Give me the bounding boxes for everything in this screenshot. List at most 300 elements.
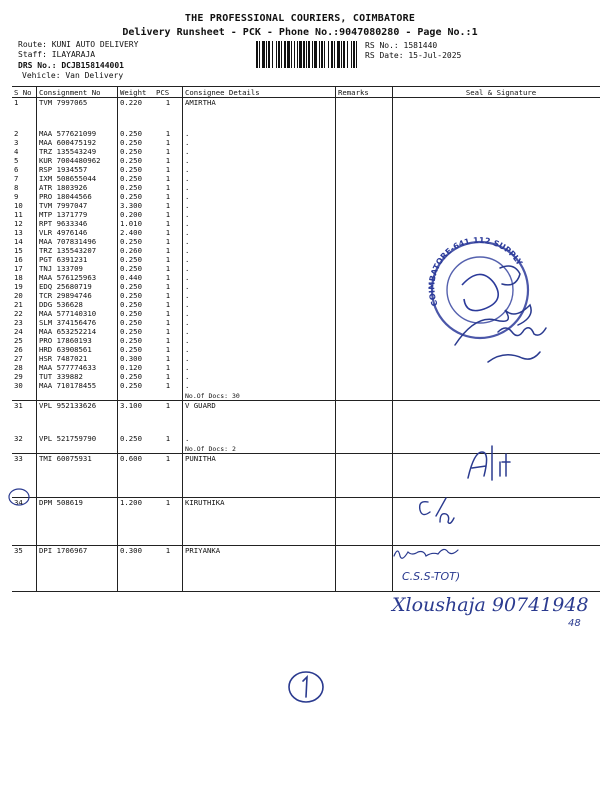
cell-sno: 9 — [14, 192, 19, 201]
cell-seal — [393, 273, 600, 282]
cell-pcs: 1 — [165, 336, 171, 345]
barcode-bar — [337, 41, 340, 68]
cell-pcs: 1 — [165, 156, 171, 165]
barcode-bar — [266, 41, 267, 68]
table-row — [12, 192, 600, 201]
footer-cno — [37, 390, 118, 401]
rs-number: RS No.: 1581440 — [365, 41, 438, 50]
cell-sno: 25 — [14, 336, 23, 345]
table-row — [12, 498, 600, 508]
cell-consignment-no: MTP 1371779 — [37, 210, 118, 219]
cell-consignment-no: SLM 374156476 — [37, 318, 118, 327]
cell-seal — [393, 300, 600, 309]
table-row — [12, 434, 600, 443]
cell-consignment-no: TUT 339882 — [37, 372, 118, 381]
barcode-bar — [276, 41, 277, 68]
table-row — [12, 264, 600, 273]
footer-sno — [12, 390, 37, 401]
cell-sno: 27 — [14, 354, 23, 363]
cell-remarks — [336, 282, 393, 291]
cell-sno: 17 — [14, 264, 23, 273]
cell-remarks — [336, 264, 393, 273]
consignee-dot: . — [183, 129, 336, 138]
docs-count — [183, 463, 336, 498]
consignee-dot: . — [183, 174, 336, 183]
cell-remarks — [336, 129, 393, 138]
cell-pcs: 1 — [165, 138, 171, 147]
consignee-dot: . — [183, 264, 336, 273]
table-row — [12, 282, 600, 291]
consignee-dot: . — [183, 318, 336, 327]
cell-pcs: 1 — [165, 174, 171, 183]
cell-consignment-no: VLR 4976146 — [37, 228, 118, 237]
cell-consignment-no: DDG 536628 — [37, 300, 118, 309]
col-pcs: PCS — [154, 87, 183, 98]
cell-consignment-no: TRZ 135543207 — [37, 246, 118, 255]
cell-pcs: 1 — [165, 372, 171, 381]
cell-remarks — [336, 237, 393, 246]
consignee-dot: . — [183, 228, 336, 237]
cell-consignment-no: TVM 7997065 — [37, 98, 118, 108]
cell-pcs: 1 — [165, 401, 171, 410]
barcode-image — [256, 41, 359, 68]
cell-pcs: 1 — [165, 210, 171, 219]
group-footer-row — [12, 507, 600, 546]
footer-sno — [12, 443, 37, 454]
table-row — [12, 309, 600, 318]
cell-pcs: 1 — [165, 129, 171, 138]
cell-consignment-no: ATR 1803926 — [37, 183, 118, 192]
cell-remarks — [336, 454, 393, 464]
cell-weight: 0.250 — [118, 264, 155, 273]
barcode-bar — [306, 41, 307, 68]
cell-seal — [393, 363, 600, 372]
cell-sno: 32 — [14, 434, 23, 443]
cell-seal — [393, 354, 600, 363]
cell-remarks — [336, 327, 393, 336]
cell-consignee: KIRUTHIKA — [183, 498, 336, 508]
runsheet-subtitle: Delivery Runsheet - PCK - Phone No.:9047080280 - Page No.:1 — [122, 27, 478, 38]
cell-pcs: 1 — [165, 291, 171, 300]
cell-consignment-no: MAA 653252214 — [37, 327, 118, 336]
cell-remarks — [336, 192, 393, 201]
group-footer-row — [12, 443, 600, 454]
cell-pcs: 1 — [165, 454, 171, 463]
barcode-bar — [341, 41, 342, 68]
spacer-row — [12, 107, 600, 129]
footer-remarks — [336, 507, 393, 546]
barcode-bar — [272, 41, 273, 68]
runsheet-title: THE PROFESSIONAL COURIERS, COIMBATORE — [184, 13, 416, 24]
kiruthika-note: C.S.S-TOT) — [402, 570, 461, 583]
cell-weight: 3.100 — [118, 401, 155, 411]
barcode-bar — [281, 41, 282, 68]
footer-wt — [118, 507, 155, 546]
staff-label: Staff: ILAYARAJA — [18, 50, 96, 59]
table-row — [12, 246, 600, 255]
consignee-dot: . — [183, 363, 336, 372]
cell-remarks — [336, 138, 393, 147]
cell-remarks — [336, 165, 393, 174]
cell-seal — [393, 138, 600, 147]
cell-consignment-no: PGT 6391231 — [37, 255, 118, 264]
cell-weight: 3.300 — [118, 201, 155, 210]
cell-remarks — [336, 174, 393, 183]
consignee-dot: . — [183, 354, 336, 363]
cell-consignment-no: DPM 508619 — [37, 498, 118, 508]
cell-consignment-no: PRO 17860193 — [37, 336, 118, 345]
barcode-bar — [328, 41, 329, 68]
footer-seal — [393, 463, 600, 498]
table-row — [12, 273, 600, 282]
cell-sno: 33 — [14, 454, 23, 463]
cell-remarks — [336, 381, 393, 390]
cell-consignment-no: TMI 60075931 — [37, 454, 118, 464]
cell-consignment-no: TRZ 135543249 — [37, 147, 118, 156]
cell-remarks — [336, 309, 393, 318]
cell-consignment-no: HRD 63908561 — [37, 345, 118, 354]
rs-date: RS Date: 15-Jul-2025 — [365, 51, 462, 60]
barcode-bar — [351, 41, 352, 68]
table-row — [12, 129, 600, 138]
barcode-bar — [347, 41, 348, 68]
barcode-bar — [268, 41, 270, 68]
consignee-dot: . — [183, 434, 336, 443]
cell-weight: 0.600 — [118, 454, 155, 464]
consignee-dot: . — [183, 291, 336, 300]
cell-weight: 0.250 — [118, 372, 155, 381]
cell-remarks — [336, 228, 393, 237]
cell-seal — [393, 454, 600, 464]
route-label: Route: KUNI AUTO DELIVERY — [18, 40, 139, 49]
cell-pcs: 1 — [165, 282, 171, 291]
cell-seal — [393, 237, 600, 246]
col-sno: S No — [12, 87, 37, 98]
barcode-bar — [278, 41, 280, 68]
cell-remarks — [336, 255, 393, 264]
footer-pcs — [154, 463, 183, 498]
cell-weight: 0.250 — [118, 300, 155, 309]
footer-cno — [37, 555, 118, 592]
footer-seal — [393, 443, 600, 454]
cell-sno: 15 — [14, 246, 23, 255]
consignee-dot: . — [183, 255, 336, 264]
cell-consignment-no: TCR 29894746 — [37, 291, 118, 300]
cell-sno: 23 — [14, 318, 23, 327]
cell-seal — [393, 498, 600, 508]
barcode-bar — [314, 41, 317, 68]
footer-wt — [118, 390, 155, 401]
cell-remarks — [336, 498, 393, 508]
cell-sno: 4 — [14, 147, 19, 156]
cell-remarks — [336, 291, 393, 300]
cell-weight: 0.250 — [118, 345, 155, 354]
cell-weight: 0.250 — [118, 129, 155, 138]
cell-remarks — [336, 183, 393, 192]
cell-seal — [393, 219, 600, 228]
barcode-bar — [353, 41, 355, 68]
cell-consignment-no: IXM 508655044 — [37, 174, 118, 183]
table-row — [12, 165, 600, 174]
cell-sno: 29 — [14, 372, 23, 381]
consignee-dot: . — [183, 201, 336, 210]
stamp-text: COIMBATORE-641 112 SUPPLY — [427, 235, 525, 308]
priyanka-extra: 48 — [568, 618, 581, 629]
cell-sno: 18 — [14, 273, 23, 282]
footer-seal — [393, 390, 600, 401]
cell-weight: 0.250 — [118, 282, 155, 291]
col-seal-signature: Seal & Signature — [393, 87, 600, 98]
cell-seal — [393, 401, 600, 411]
cell-consignment-no: VPL 952133626 — [37, 401, 118, 411]
cell-pcs: 1 — [165, 183, 171, 192]
barcode-bar — [284, 41, 286, 68]
cell-weight: 0.250 — [118, 138, 155, 147]
cell-seal — [393, 129, 600, 138]
cell-pcs: 1 — [165, 309, 171, 318]
cell-pcs: 1 — [165, 192, 171, 201]
cell-seal — [393, 282, 600, 291]
cell-sno: 19 — [14, 282, 23, 291]
footer-pcs — [154, 390, 183, 401]
cell-seal — [393, 327, 600, 336]
cell-remarks — [336, 401, 393, 411]
cell-sno: 5 — [14, 156, 19, 165]
consignee-dot: . — [183, 336, 336, 345]
cell-pcs: 1 — [165, 300, 171, 309]
consignee-dot: . — [183, 165, 336, 174]
cell-sno: 8 — [14, 183, 19, 192]
cell-weight: 0.300 — [118, 546, 155, 556]
cell-weight: 0.250 — [118, 327, 155, 336]
cell-weight: 0.120 — [118, 363, 155, 372]
cell-seal — [393, 345, 600, 354]
consignee-dot: . — [183, 156, 336, 165]
footer-sno — [12, 555, 37, 592]
footer-seal — [393, 507, 600, 546]
cell-sno: 1 — [14, 98, 19, 107]
barcode-bar — [291, 41, 292, 68]
cell-pcs: 1 — [165, 237, 171, 246]
consignee-dot: . — [183, 300, 336, 309]
cell-pcs: 1 — [165, 327, 171, 336]
cell-seal — [393, 372, 600, 381]
barcode-bar — [299, 41, 302, 68]
barcode-bar — [294, 41, 295, 68]
footer-wt — [118, 555, 155, 592]
table-row — [12, 372, 600, 381]
consignee-dot: . — [183, 246, 336, 255]
cell-seal — [393, 174, 600, 183]
cell-remarks — [336, 98, 393, 108]
col-remarks: Remarks — [336, 87, 393, 98]
priyanka-signature: Xloushaja 90741948 — [392, 594, 589, 616]
cell-consignment-no: TVM 7997047 — [37, 201, 118, 210]
consignee-dot: . — [183, 372, 336, 381]
cell-sno: 11 — [14, 210, 23, 219]
cell-weight: 0.220 — [118, 98, 155, 108]
cell-seal — [393, 309, 600, 318]
cell-pcs: 1 — [165, 246, 171, 255]
cell-remarks — [336, 336, 393, 345]
cell-seal — [393, 165, 600, 174]
cell-consignment-no: DPI 1706967 — [37, 546, 118, 556]
table-row — [12, 454, 600, 464]
consignee-dot: . — [183, 147, 336, 156]
cell-seal — [393, 98, 600, 108]
cell-consignee: AMIRTHA — [183, 98, 336, 108]
cell-weight: 0.250 — [118, 165, 155, 174]
cell-remarks — [336, 201, 393, 210]
cell-seal — [393, 156, 600, 165]
cell-sno: 22 — [14, 309, 23, 318]
barcode-bar — [256, 41, 258, 68]
barcode-bar — [259, 41, 260, 68]
table-row — [12, 345, 600, 354]
cell-pcs: 1 — [165, 147, 171, 156]
barcode-bar — [356, 41, 357, 68]
cell-remarks — [336, 546, 393, 556]
table-row — [12, 363, 600, 372]
consignee-dot: . — [183, 282, 336, 291]
cell-sno: 24 — [14, 327, 23, 336]
cell-weight: 0.260 — [118, 246, 155, 255]
cell-pcs: 1 — [165, 219, 171, 228]
footer-cno — [37, 443, 118, 454]
consignee-dot: . — [183, 192, 336, 201]
cell-sno: 20 — [14, 291, 23, 300]
cell-sno: 7 — [14, 174, 19, 183]
table-row — [12, 336, 600, 345]
cell-seal — [393, 255, 600, 264]
cell-weight: 2.400 — [118, 228, 155, 237]
cell-sno: 2 — [14, 129, 19, 138]
cell-seal — [393, 336, 600, 345]
consignee-dot: . — [183, 327, 336, 336]
barcode-bar — [324, 41, 325, 68]
cell-weight: 1.010 — [118, 219, 155, 228]
group-footer-row — [12, 390, 600, 401]
cell-pcs: 1 — [165, 318, 171, 327]
spacer-row — [12, 410, 600, 434]
cell-sno: 12 — [14, 219, 23, 228]
cell-consignment-no: MAA 577774633 — [37, 363, 118, 372]
table-row — [12, 255, 600, 264]
cell-seal — [393, 291, 600, 300]
signature-priyanka — [390, 594, 589, 629]
cell-sno: 21 — [14, 300, 23, 309]
footer-pcs — [154, 443, 183, 454]
docs-count: No.Of Docs: 30 — [183, 390, 336, 401]
table-row — [12, 201, 600, 210]
cell-remarks — [336, 354, 393, 363]
cell-remarks — [336, 363, 393, 372]
cell-pcs: 1 — [165, 201, 171, 210]
cell-weight: 0.250 — [118, 147, 155, 156]
table-row — [12, 228, 600, 237]
cell-remarks — [336, 210, 393, 219]
cell-weight: 0.250 — [118, 381, 155, 390]
footer-wt — [118, 443, 155, 454]
cell-sno: 35 — [14, 546, 23, 555]
cell-sno: 6 — [14, 165, 19, 174]
cell-seal — [393, 210, 600, 219]
table-header-row — [12, 87, 600, 98]
cell-weight: 0.250 — [118, 156, 155, 165]
table-row — [12, 381, 600, 390]
cell-remarks — [336, 147, 393, 156]
cell-sno: 26 — [14, 345, 23, 354]
cell-pcs: 1 — [165, 273, 171, 282]
cell-weight: 0.300 — [118, 354, 155, 363]
table-row — [12, 318, 600, 327]
cell-pcs: 1 — [165, 354, 171, 363]
table-row — [12, 156, 600, 165]
cell-sno: 30 — [14, 381, 23, 390]
cell-remarks — [336, 246, 393, 255]
consignee-dot: . — [183, 273, 336, 282]
cell-consignment-no: MAA 576125963 — [37, 273, 118, 282]
cell-weight: 1.200 — [118, 498, 155, 508]
cell-weight: 0.250 — [118, 336, 155, 345]
table-row — [12, 174, 600, 183]
cell-weight: 0.250 — [118, 291, 155, 300]
footer-cno — [37, 463, 118, 498]
cell-sno: 28 — [14, 363, 23, 372]
cell-sno: 16 — [14, 255, 23, 264]
table-row — [12, 138, 600, 147]
runsheet-body — [12, 98, 600, 592]
table-row — [12, 237, 600, 246]
barcode-bar — [303, 41, 305, 68]
table-row — [12, 546, 600, 556]
cell-weight: 0.200 — [118, 210, 155, 219]
footer-wt — [118, 463, 155, 498]
table-row — [12, 354, 600, 363]
cell-weight: 0.250 — [118, 237, 155, 246]
cell-consignment-no: MAA 577621099 — [37, 129, 118, 138]
cell-remarks — [336, 300, 393, 309]
docs-count — [183, 555, 336, 592]
docs-count — [183, 507, 336, 546]
cell-remarks — [336, 219, 393, 228]
consignee-dot: . — [183, 381, 336, 390]
cell-sno: 10 — [14, 201, 23, 210]
footer-pcs — [154, 507, 183, 546]
barcode-bar — [343, 41, 345, 68]
barcode-bar — [308, 41, 310, 68]
consignee-dot: . — [183, 345, 336, 354]
cell-seal — [393, 201, 600, 210]
barcode-bar — [319, 41, 320, 68]
cell-consignment-no: RPT 9633346 — [37, 219, 118, 228]
col-consignee-details: Consignee Details — [183, 87, 336, 98]
cell-consignee: PRIYANKA — [183, 546, 336, 556]
table-row — [12, 327, 600, 336]
cell-seal — [393, 228, 600, 237]
cell-pcs: 1 — [165, 228, 171, 237]
cell-seal — [393, 434, 600, 443]
barcode-bar — [331, 41, 333, 68]
table-row — [12, 291, 600, 300]
table-row — [12, 183, 600, 192]
footer-remarks — [336, 390, 393, 401]
cell-weight: 0.250 — [118, 309, 155, 318]
cell-seal — [393, 192, 600, 201]
consignee-dot: . — [183, 210, 336, 219]
cell-seal — [393, 546, 600, 556]
cell-consignment-no: HSR 7487021 — [37, 354, 118, 363]
